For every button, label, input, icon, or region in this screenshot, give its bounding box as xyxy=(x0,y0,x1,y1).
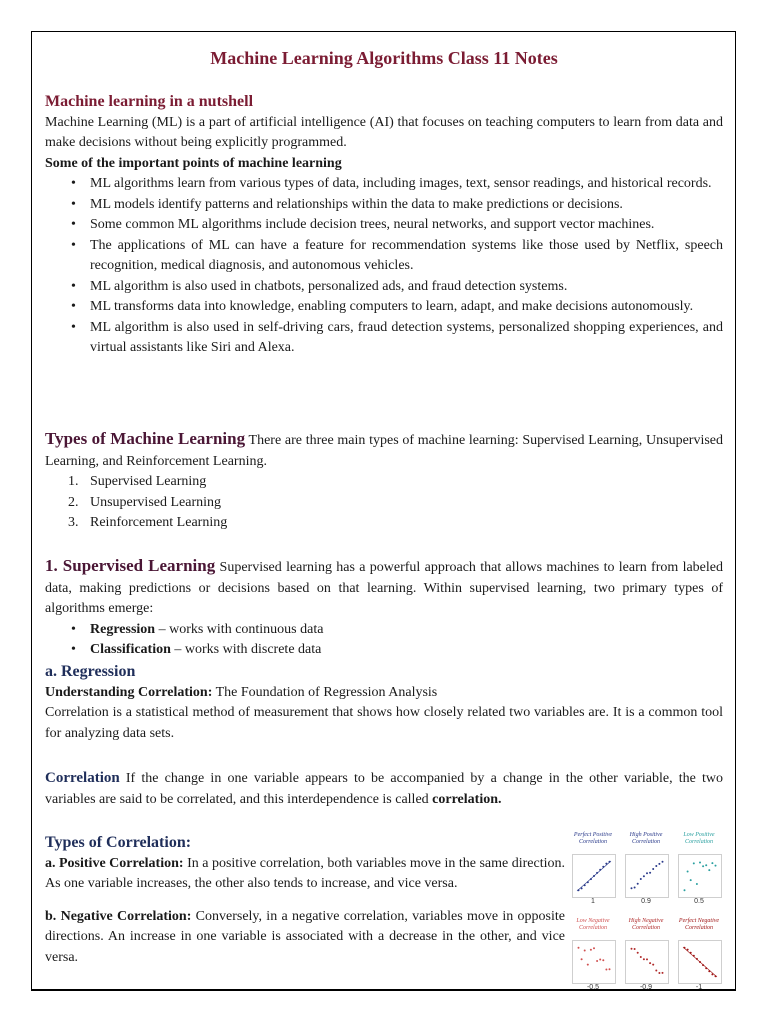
scatter-point xyxy=(705,864,707,866)
scatter-panel xyxy=(678,940,722,984)
scatter-point xyxy=(590,949,592,951)
understanding-line: Understanding Correlation: The Foundation of Regression Analysis xyxy=(45,684,438,700)
scatter-panel xyxy=(625,854,669,898)
figure-label: Perfect Negative Correlation xyxy=(678,918,720,931)
figure-value: -1 xyxy=(695,984,703,991)
scatter-point xyxy=(643,958,645,960)
scatter-point xyxy=(646,958,648,960)
scatter-point xyxy=(584,950,586,952)
scatter-point xyxy=(649,962,651,964)
types-item: 3. Reinforcement Learning xyxy=(68,515,228,530)
scatter-point xyxy=(599,959,601,961)
scatter-point xyxy=(702,865,704,867)
scatter-point xyxy=(655,865,657,867)
scatter-point xyxy=(640,956,642,958)
nutshell-section xyxy=(45,92,723,359)
correlation-paragraph: Correlation If the change in one variable appears to be accompanied by a change in the other variable, the two variables are said to be correlated, and this interdependence is called correlation. xyxy=(45,770,723,807)
scatter-point xyxy=(684,889,686,891)
scatter-point xyxy=(593,947,595,949)
document-title: Machine Learning Algorithms Class 11 Notes xyxy=(210,48,558,68)
ml-point: • Some common ML algorithms include decision trees, neural networks, and support vector machines. xyxy=(90,215,723,236)
nutshell-intro xyxy=(45,113,723,154)
scatter-panel xyxy=(625,940,669,984)
supervised-text: Supervised learning has a powerful approach that allows machines to learn from labeled data, making predictions or decisions based on that learning. Within supervised learning, two primary types of algorithms emerge: xyxy=(45,560,724,616)
scatter-point xyxy=(652,868,654,870)
figure-label: Low Negative Correlation xyxy=(576,918,610,931)
types-heading: Types of Machine Learning xyxy=(45,429,246,448)
scatter-point xyxy=(631,887,633,889)
scatter-panel xyxy=(572,940,616,984)
ml-points-list xyxy=(45,174,723,359)
figure-label: Perfect Positive Correlation xyxy=(573,832,613,845)
types-text: There are three main types of machine learning: Supervised Learning, Unsupervised Learning, and Reinforcement Learning. xyxy=(45,433,723,469)
scatter-point xyxy=(687,871,689,873)
ml-point: • ML algorithm is also used in self-driving cars, fraud detection systems, personalized shopping experiences, and virtual assistants like Siri and Alexa. xyxy=(90,318,723,359)
scatter-point xyxy=(690,879,692,881)
document-page xyxy=(31,31,736,991)
figure-label: Low Positive Correlation xyxy=(683,832,715,845)
scatter-point xyxy=(658,972,660,974)
types-list xyxy=(45,472,723,534)
correlation-heading: Correlation xyxy=(45,770,120,786)
scatter-point xyxy=(696,883,698,885)
scatter-point xyxy=(631,948,633,950)
figure-value: 1 xyxy=(591,898,595,905)
scatter-point xyxy=(640,878,642,880)
fit-line xyxy=(577,861,611,891)
scatter-point xyxy=(708,869,710,871)
types-correlation-section xyxy=(45,833,565,968)
negative-correlation: b. Negative Correlation: Conversely, in a negative correlation, variables move in opposite directions. An increase in one variable is associated with a decrease in the other, and vice versa. xyxy=(45,908,565,965)
scatter-point xyxy=(652,964,654,966)
nutshell-intro-rest: is a part of artificial intelligence (AI) that focuses on teaching computers to learn from data and make decisions without being explicitly programmed. xyxy=(45,114,723,150)
regression-heading: a. Regression xyxy=(45,663,136,680)
scatter-point xyxy=(596,960,598,962)
scatter-point xyxy=(715,865,717,867)
supervised-list xyxy=(45,620,723,661)
ml-point: • ML algorithm is also used in chatbots, personalized ads, and fraud detection systems. xyxy=(90,277,723,298)
ml-point: • ML algorithms learn from various types of data, including images, text, sensor readings, and historical records. xyxy=(90,174,723,195)
supervised-heading: 1. Supervised Learning xyxy=(45,556,216,575)
figure-label: High Positive Correlation xyxy=(629,832,663,845)
ml-point: • ML models identify patterns and relationships within the data to make predictions or decisions. xyxy=(90,195,723,216)
types-section xyxy=(45,429,723,534)
figure-value: 0.5 xyxy=(694,898,704,905)
scatter-point xyxy=(602,959,604,961)
nutshell-heading: Machine learning in a nutshell xyxy=(45,93,254,110)
fit-line xyxy=(683,947,717,977)
scatter-panel xyxy=(572,854,616,898)
nutshell-intro-prefix: Machine Learning (ML) xyxy=(45,114,183,130)
scatter-point xyxy=(578,947,580,949)
supervised-section xyxy=(45,556,723,661)
regression-section xyxy=(45,662,723,744)
supervised-paragraph xyxy=(45,556,723,620)
scatter-point xyxy=(646,872,648,874)
scatter-point xyxy=(634,948,636,950)
scatter-point xyxy=(655,970,657,972)
scatter-panel xyxy=(678,854,722,898)
correlation-section xyxy=(45,768,723,810)
supervised-item: • Regression – works with continuous data xyxy=(90,620,723,641)
scatter-point xyxy=(658,863,660,865)
scatter-point xyxy=(609,968,611,970)
scatter-point xyxy=(693,862,695,864)
types-correlation-heading: Types of Correlation: xyxy=(45,834,192,851)
scatter-point xyxy=(711,862,713,864)
scatter-point xyxy=(662,972,664,974)
types-paragraph xyxy=(45,429,723,472)
supervised-item: • Classification – works with discrete data xyxy=(90,640,723,661)
figure-value: 0.9 xyxy=(641,898,651,905)
correlation-definition: Correlation is a statistical method of measurement that shows how closely related two variables are. It is a common tool for analyzing data sets. xyxy=(45,705,723,741)
scatter-point xyxy=(581,958,583,960)
ml-point: • ML transforms data into knowledge, enabling computers to learn, adapt, and make decisions autonomously. xyxy=(90,297,723,318)
scatter-point xyxy=(637,952,639,954)
figure-label: High Negative Correlation xyxy=(628,918,664,931)
scatter-point xyxy=(634,887,636,889)
scatter-point xyxy=(699,862,701,864)
scatter-point xyxy=(643,875,645,877)
ml-point: • The applications of ML can have a feature for recommendation systems like those used by Netflix, speech recognition, medical diagnosis, and autonomous vehicles. xyxy=(90,236,723,277)
figure-value: -0.5 xyxy=(586,984,600,991)
types-item: 1. Supervised Learning xyxy=(68,474,207,489)
correlation-figures xyxy=(572,828,732,990)
scatter-point xyxy=(587,964,589,966)
figure-value: -0.9 xyxy=(639,984,653,991)
scatter-point xyxy=(649,872,651,874)
points-heading: Some of the important points of machine learning xyxy=(45,155,342,171)
scatter-point xyxy=(605,969,607,971)
scatter-point xyxy=(662,861,664,863)
scatter-point xyxy=(637,883,639,885)
positive-correlation: a. Positive Correlation: In a positive correlation, both variables move in the same direction. As one variable increases, the other also tends to increase, and vice versa. xyxy=(45,855,565,891)
types-item: 2. Unsupervised Learning xyxy=(68,494,222,510)
